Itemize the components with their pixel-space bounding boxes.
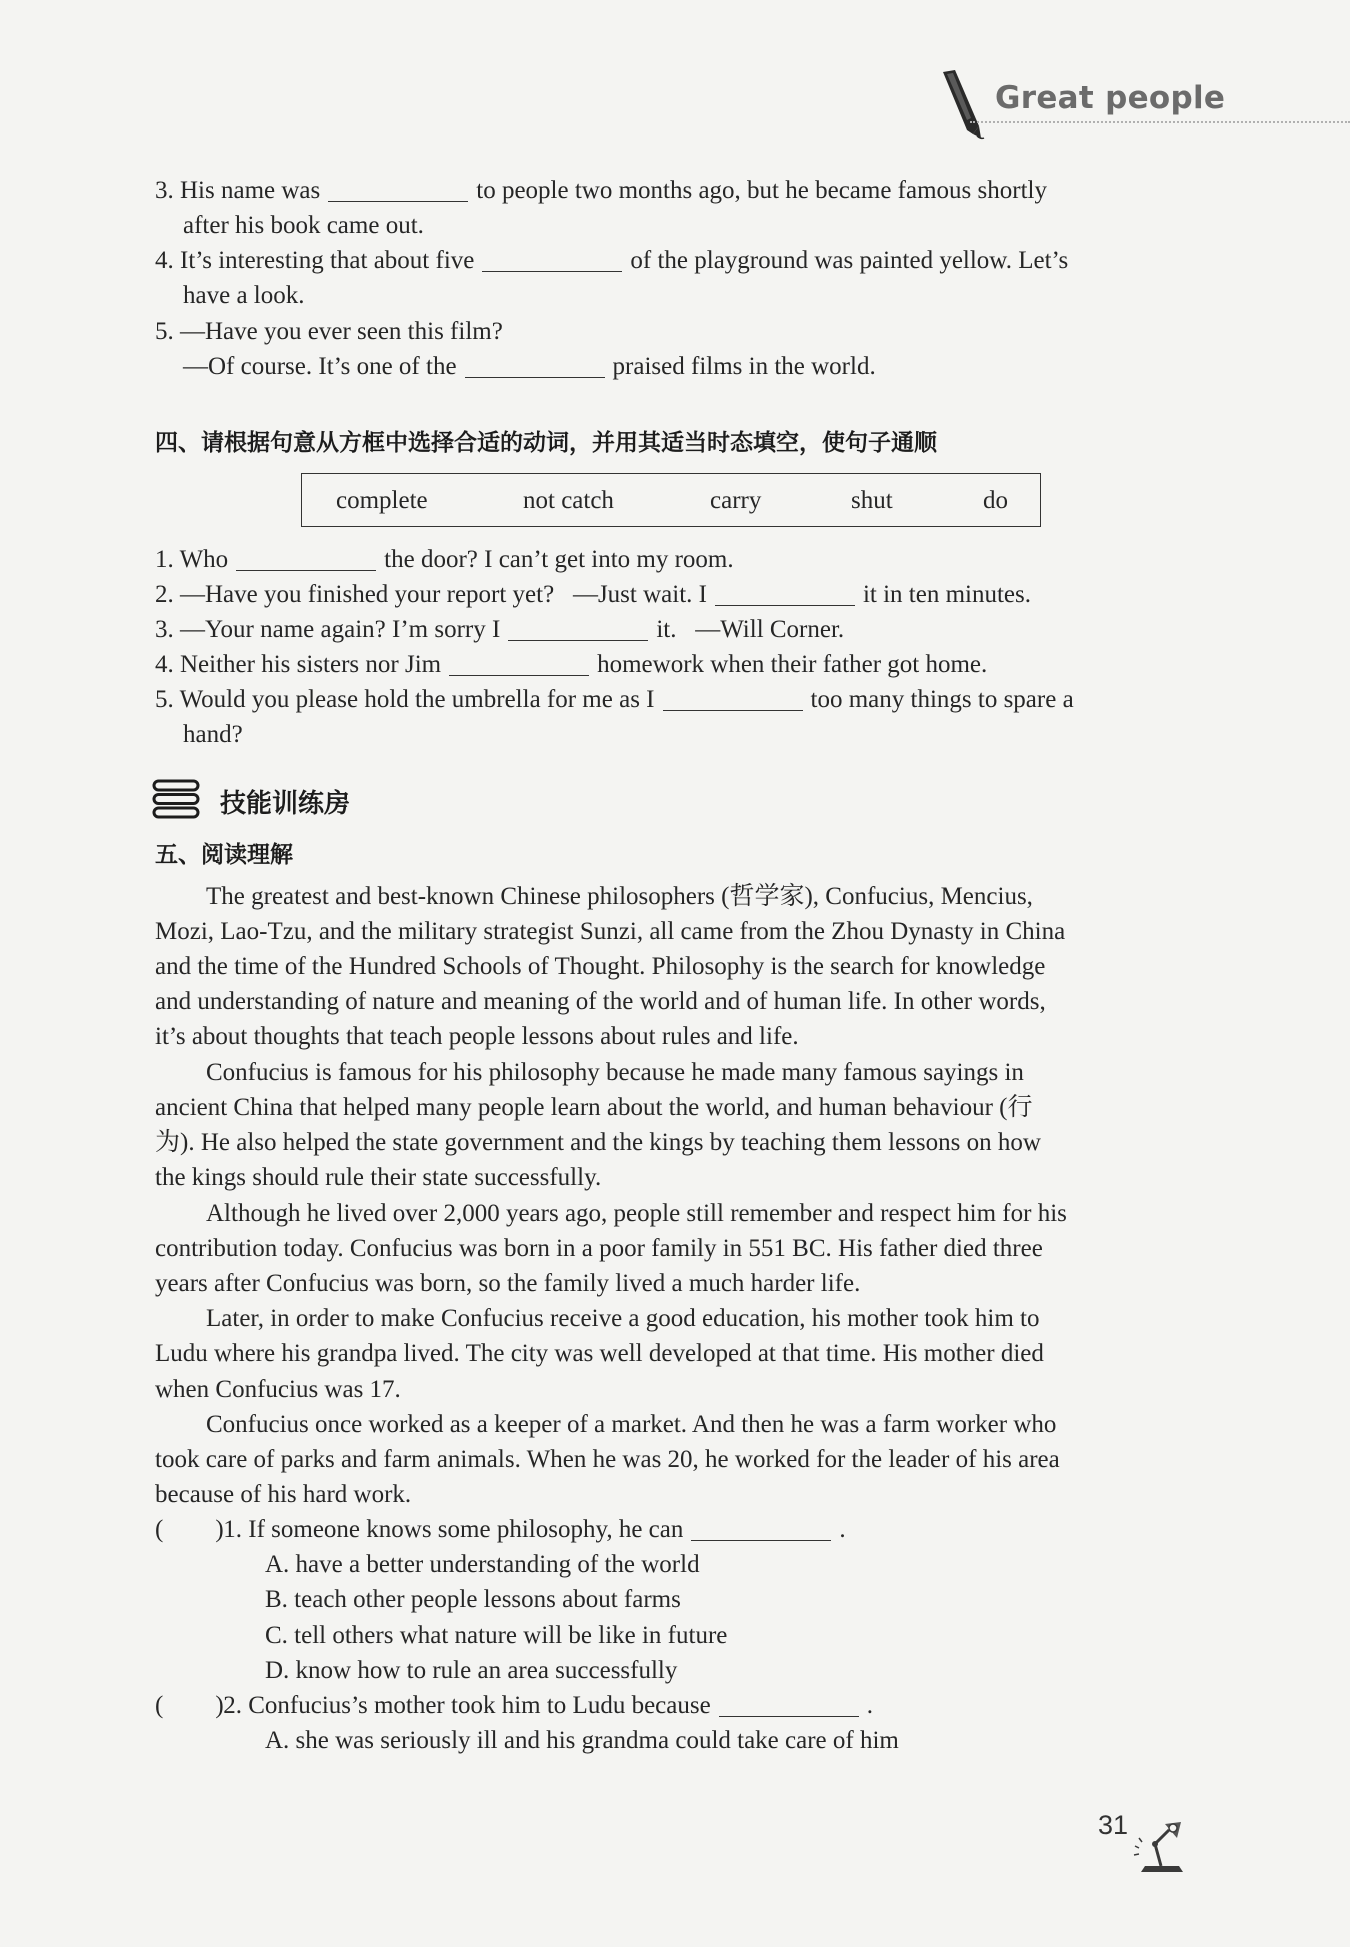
passage-line: because of his hard work. — [155, 1481, 412, 1508]
word-option: shut — [851, 487, 893, 514]
skills-title: 技能训练房 — [220, 789, 351, 819]
answer-blank[interactable] — [449, 674, 589, 676]
exercise-item: 4. It’s interesting that about five of the playground was painted yellow. Let’s — [155, 247, 1069, 274]
passage-line: Mozi, Lao-Tzu, and the military strategist Sunzi, all came from the Zhou Dynasty in China — [155, 918, 1066, 945]
word-option: complete — [336, 487, 428, 514]
exercise-item-continued: —Of course. It’s one of the praised films in the world. — [183, 353, 876, 380]
answer-bracket[interactable]: ( ) — [155, 1516, 224, 1543]
exercise-item-continued: have a look. — [183, 282, 305, 309]
passage-line: and the time of the Hundred Schools of Thought. Philosophy is the search for knowledge — [155, 953, 1046, 980]
answer-blank[interactable] — [465, 376, 605, 378]
answer-bracket[interactable]: ( ) — [155, 1692, 224, 1719]
answer-blank[interactable] — [715, 604, 855, 606]
question-stem: ( ) 1. If someone knows some philosophy, he can . — [155, 1516, 846, 1543]
passage-line: took care of parks and farm animals. When he was 20, he worked for the leader of his area — [155, 1446, 1060, 1473]
word-box — [301, 473, 1041, 527]
header-title: Great people — [995, 80, 1226, 116]
exercise-item-continued: after his book came out. — [183, 212, 424, 239]
answer-blank[interactable] — [328, 200, 468, 202]
lamp-icon — [1133, 1818, 1191, 1876]
exercise-item: 4. Neither his sisters nor Jim homework when their father got home. — [155, 651, 988, 678]
answer-blank[interactable] — [691, 1539, 831, 1541]
answer-blank[interactable] — [236, 569, 376, 571]
question-option[interactable]: B. teach other people lessons about farms — [265, 1586, 681, 1613]
exercise-item-continued: hand? — [183, 721, 243, 748]
exercise-item: 1. Who the door? I can’t get into my room. — [155, 546, 734, 573]
answer-blank[interactable] — [508, 639, 648, 641]
passage-line: and understanding of nature and meaning of the world and of human life. In other words, — [155, 988, 1046, 1015]
answer-blank[interactable] — [719, 1715, 859, 1717]
passage-line: it’s about thoughts that teach people lessons about rules and life. — [155, 1023, 799, 1050]
passage-line: years after Confucius was born, so the family lived a much harder life. — [155, 1270, 861, 1297]
question-option[interactable]: A. she was seriously ill and his grandma could take care of him — [265, 1727, 899, 1754]
page-number: 31 — [1098, 1810, 1129, 1840]
answer-blank[interactable] — [482, 270, 622, 272]
exercise-item: 3. —Your name again? I’m sorry I it. —Will Corner. — [155, 616, 845, 643]
section-icon — [152, 779, 200, 819]
passage-line: Ludu where his grandpa lived. The city was well developed at that time. His mother died — [155, 1340, 1044, 1367]
pen-icon — [935, 68, 985, 140]
word-option: do — [983, 487, 1008, 514]
answer-blank[interactable] — [663, 709, 803, 711]
passage-line: Later, in order to make Confucius receive a good education, his mother took him to — [206, 1305, 1040, 1332]
passage-line: Although he lived over 2,000 years ago, people still remember and respect him for his — [206, 1200, 1067, 1227]
header-divider — [970, 121, 1350, 123]
question-option[interactable]: C. tell others what nature will be like in future — [265, 1622, 728, 1649]
question-stem: ( ) 2. Confucius’s mother took him to Ludu because . — [155, 1692, 873, 1719]
passage-line: 为). He also helped the state government and the kings by teaching them lessons on how — [155, 1129, 1041, 1156]
exercise-item: 5. —Have you ever seen this film? — [155, 318, 503, 345]
word-option: carry — [710, 487, 762, 514]
word-option: not catch — [523, 487, 614, 514]
exercise-item: 5. Would you please hold the umbrella for me as I too many things to spare a — [155, 686, 1074, 713]
section-heading: 五、阅读理解 — [155, 842, 293, 868]
question-option[interactable]: D. know how to rule an area successfully — [265, 1657, 678, 1684]
passage-line: when Confucius was 17. — [155, 1376, 401, 1403]
section-heading: 四、请根据句意从方框中选择合适的动词，并用其适当时态填空，使句子通顺 — [155, 430, 937, 456]
question-option[interactable]: A. have a better understanding of the world — [265, 1551, 700, 1578]
passage-line: The greatest and best-known Chinese philosophers (哲学家), Confucius, Mencius, — [206, 883, 1033, 910]
passage-line: the kings should rule their state successfully. — [155, 1164, 602, 1191]
exercise-item: 3. His name was to people two months ago, but he became famous shortly — [155, 177, 1047, 204]
passage-line: ancient China that helped many people learn about the world, and human behaviour (行 — [155, 1094, 1033, 1121]
passage-line: Confucius once worked as a keeper of a market. And then he was a farm worker who — [206, 1411, 1057, 1438]
passage-line: Confucius is famous for his philosophy because he made many famous sayings in — [206, 1059, 1024, 1086]
exercise-item: 2. —Have you finished your report yet? —Just wait. I it in ten minutes. — [155, 581, 1032, 608]
passage-line: contribution today. Confucius was born in a poor family in 551 BC. His father died three — [155, 1235, 1043, 1262]
